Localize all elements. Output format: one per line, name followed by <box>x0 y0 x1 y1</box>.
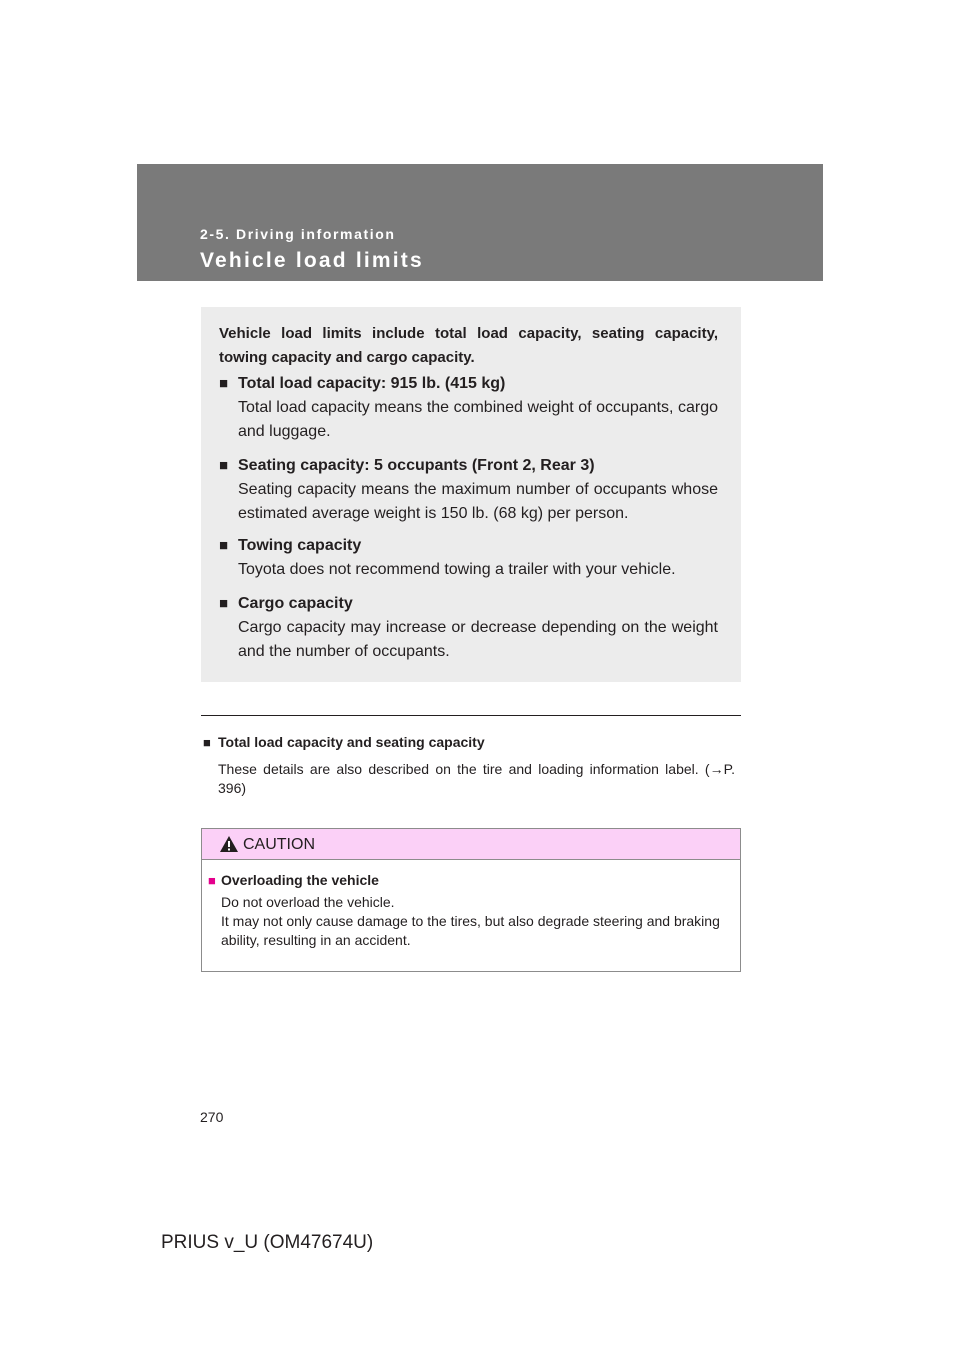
section-label: 2-5. Driving information <box>200 226 396 242</box>
spec-towing-capacity <box>219 534 718 582</box>
bullet-square-icon: ■ <box>208 873 216 888</box>
caution-content <box>208 871 736 950</box>
page-number: 270 <box>200 1109 224 1125</box>
spec-description: Seating capacity means the maximum number of occupants whose estimated average weight is 150 lb. (68 kg) per person. <box>238 481 718 522</box>
spec-description: Cargo capacity may increase or decrease depending on the weight and the number of occupants. <box>238 619 718 660</box>
caution-line: Do not overload the vehicle. <box>221 894 395 910</box>
spec-heading: Cargo capacity <box>238 595 353 612</box>
bullet-square-icon: ■ <box>219 537 229 554</box>
summary-intro: Vehicle load limits include total load capacity, seating capacity, towing capacity and cargo capacity. <box>219 325 718 366</box>
spec-seating-capacity <box>219 454 718 526</box>
bullet-square-icon: ■ <box>219 375 229 392</box>
caution-header <box>202 829 740 860</box>
note-body: These details are also described on the tire and loading information label. (→P. 396) <box>218 761 735 796</box>
spec-description: Toyota does not recommend towing a trailer with your vehicle. <box>238 561 676 578</box>
bullet-square-icon: ■ <box>219 457 229 474</box>
bullet-square-icon: ■ <box>203 735 211 750</box>
section-divider <box>201 715 741 716</box>
caution-label: CAUTION <box>243 836 315 853</box>
spec-description: Total load capacity means the combined weight of occupants, cargo and luggage. <box>238 399 718 440</box>
bullet-square-icon: ■ <box>219 595 229 612</box>
page-title: Vehicle load limits <box>200 249 424 272</box>
spec-total-load-capacity <box>219 372 718 444</box>
caution-item-heading: Overloading the vehicle <box>221 872 379 888</box>
caution-box <box>201 828 741 972</box>
spec-cargo-capacity <box>219 592 718 664</box>
spec-heading: Towing capacity <box>238 537 362 554</box>
note-heading: Total load capacity and seating capacity <box>218 734 485 750</box>
manual-code: PRIUS v_U (OM47674U) <box>161 1232 374 1253</box>
spec-heading: Seating capacity: 5 occupants (Front 2, Rear 3) <box>238 457 595 474</box>
warning-triangle-icon <box>219 835 239 853</box>
caution-line: It may not only cause damage to the tires, but also degrade steering and braking ability, resulting in an accident. <box>221 913 720 948</box>
note-load-capacity <box>203 733 735 798</box>
spec-heading: Total load capacity: 915 lb. (415 kg) <box>238 375 506 392</box>
